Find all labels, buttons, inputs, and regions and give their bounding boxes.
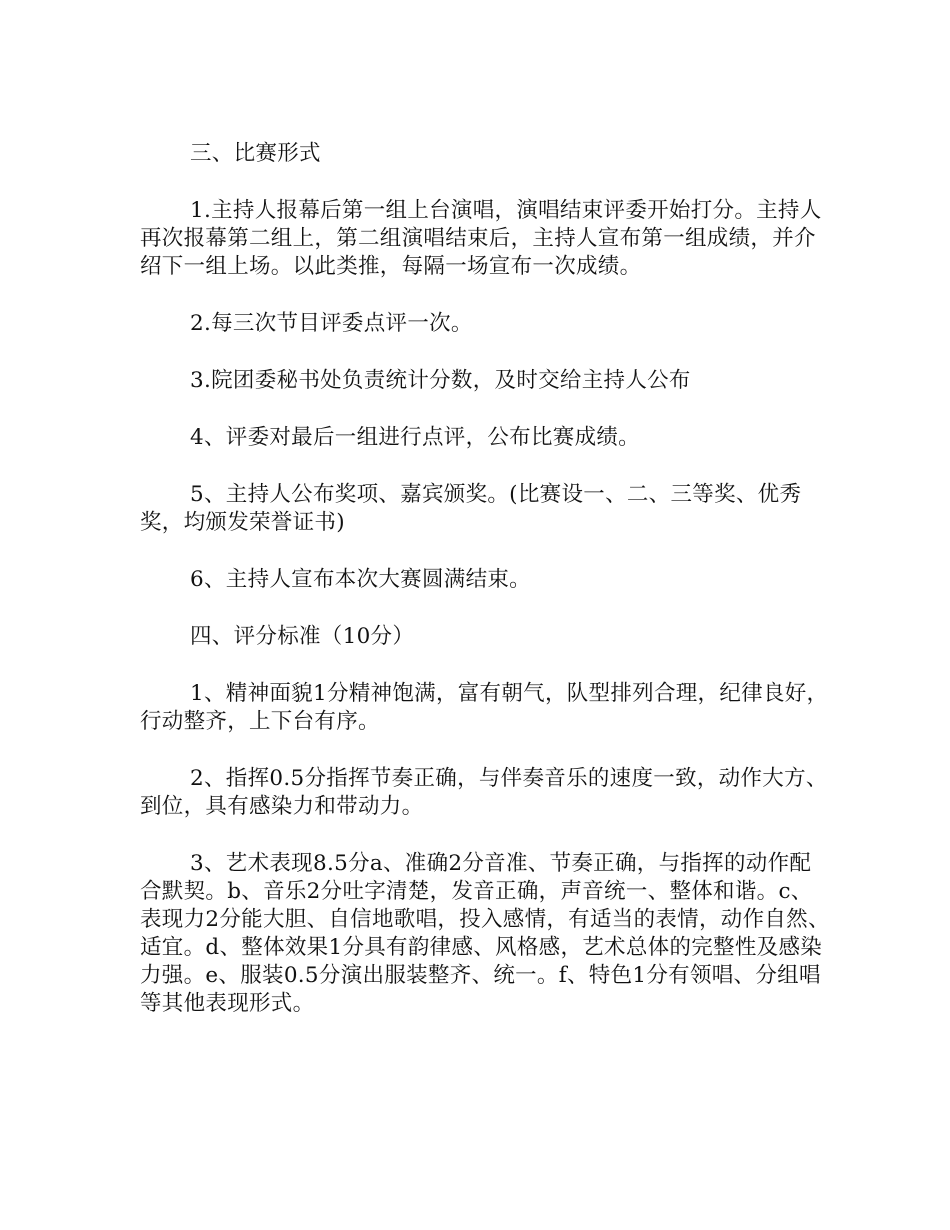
paragraph-scoring-item-1: 1、精神面貌1分精神饱满，富有朝气，队型排列合理，纪律良好，行动整齐，上下台有序。 [140,681,829,734]
paragraph-format-item-5: 5、主持人公布奖项、嘉宾颁奖。(比赛设一、二、三等奖、优秀奖，均颁发荣誉证书) [140,482,802,535]
paragraph-format-item-3: 3.院团委秘书处负责统计分数，及时交给主持人公布 [190,368,691,393]
document-body [140,140,830,1047]
paragraph-scoring-item-3: 3、艺术表现8.5分a、准确2分音准、节奏正确，与指挥的动作配合默契。b、音乐2分吐字清楚，发音正确，声音统一、整体和谐。c、表现力2分能大胆、自信地歌唱，投入感情，有适当的表情，动作自然、适宜。d、整体效果1分具有韵律感、风格感，艺术总体的完整性及感染力强。e、服装0.5分演出服装整齐、统一。f、特色1分有领唱、分组唱等其他表现形式。 [140,851,830,1016]
paragraph-format-item-1: 1.主持人报幕后第一组上台演唱，演唱结束评委开始打分。主持人再次报幕第二组上，第二组演唱结束后，主持人宣布第一组成绩，并介绍下一组上场。以此类推，每隔一场宣布一次成绩。 [140,198,822,279]
paragraph-format-item-4: 4、评委对最后一组进行点评，公布比赛成绩。 [190,425,640,450]
section-heading-competition-format: 三、比赛形式 [190,141,321,166]
section-heading-scoring-criteria: 四、评分标准（10分） [190,624,415,649]
paragraph-scoring-item-2: 2、指挥0.5分指挥节奏正确，与伴奏音乐的速度一致，动作大方、到位，具有感染力和带动力。 [140,766,828,819]
paragraph-format-item-6: 6、主持人宣布本次大赛圆满结束。 [190,567,531,592]
paragraph-format-item-2: 2.每三次节目评委点评一次。 [190,311,473,336]
